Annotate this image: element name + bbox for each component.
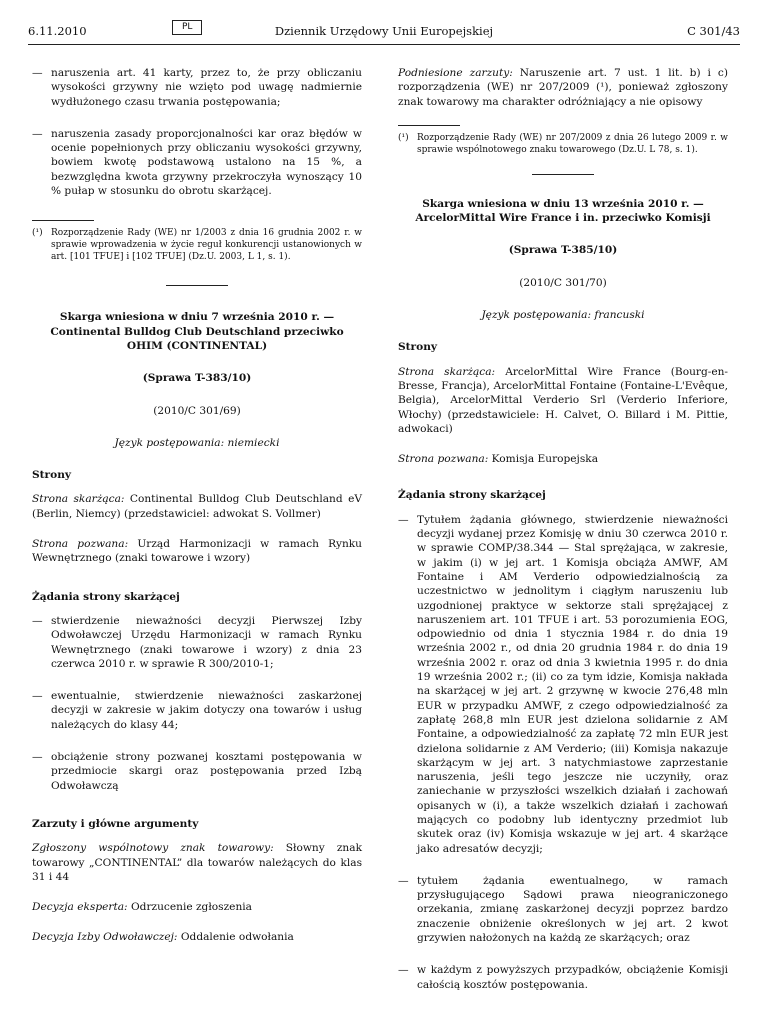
case-reference: (2010/C 301/69) — [153, 404, 241, 417]
case-number: (Sprawa T-385/10) — [508, 244, 618, 257]
claim-item: — obciążenie strony pozwanej kosztami postępowania w przedmiocie skargi oraz postępowania przed Izbą Odwoławczą — [32, 750, 362, 793]
pleas-raised — [398, 66, 728, 109]
case-headline: Skarga wniesiona w dniu 7 września 2010 r. — Continental Bulldog Club Deutschland przeciwko OHIM (CONTINENTAL) — [50, 311, 344, 352]
claim-item: — w każdym z powyższych przypadków, obciążenie Komisji całością kosztów postępowania. — [398, 963, 728, 992]
section-heading-claims: Żądania strony skarżącej — [398, 489, 546, 502]
footnote — [398, 132, 728, 156]
examiner-decision — [32, 900, 362, 914]
list-item: — naruszenia zasady proporcjonalności kar oraz błędów w ocenie popełnionych przy obliczaniu wysokości grzywny, bowiem kwotę podstawową ustalono na 15 %, a bezwzględna kwota grzywny przekroczyła wynoszący 10 % pułap w stosunku do obrotu skarżącej. — [32, 127, 362, 198]
applicant — [32, 492, 362, 521]
claim-item: — tytułem żądania ewentualnego, w ramach przysługującego Sądowi prawa nieograniczonego orzekania, zmianę zaskarżonej decyzji poprzez bardzo znaczenie obniżenie określonych w jej art. 2 kwot grzywien nałożonych na każdą ze skarżących; oraz — [398, 874, 728, 945]
applicant-text: ArcelorMittal Wire France (Bourg-en-Bresse, Francja), ArcelorMittal Fontaine (Fontaine-L'Evêque, Belgia), ArcelorMittal Verderio Srl (Verderio Inferiore, Włochy) (przedstawiciele: H. Calvet, O. Billard i M. Pittie, adwokaci) — [398, 365, 728, 435]
trade-mark-text: Słowny znak towarowy „CONTINENTAL” dla towarów należących do klas 31 i 44 — [32, 842, 362, 883]
board-decision-text: Oddalenie odwołania — [177, 931, 294, 944]
examiner-decision-text: Odrzucenie zgłoszenia — [127, 901, 252, 914]
page-header — [28, 18, 740, 44]
header-rule — [28, 44, 740, 45]
footnote — [32, 227, 362, 263]
claim-item: — ewentualnie, stwierdzenie nieważności zaskarżonej decyzji w zakresie w jakim dotyczy ona towarów i usług należących do klasy 44; — [32, 689, 362, 732]
footnote-rule — [32, 220, 94, 221]
page-number: C 301/43 — [687, 24, 740, 38]
claim-item: — Tytułem żądania głównego, stwierdzenie nieważności decyzji wydanej przez Komisję w dniu 30 czerwca 2010 r. w sprawie COMP/38.344 — Stal sprężająca, w zakresie, w jakim (i) w jej art. 1 Komisja obciąża AMWF, AM Fontaine i AM Verderio odpowiedzialnością za uczestnictwo w jednolitym i ciągłym naruszeniu lub uzgodnionej praktyce w sektorze stali sprężającej z naruszeniem art. 101 TFUE i art. 53 porozumienia EOG, odpowiednio od dnia 1 stycznia 1984 r. do dnia 19 września 2002 r., od dnia 20 grudnia 1984 r. do dnia 19 września 2002 r. oraz od dnia 3 kwietnia 1995 r. do dnia 19 września 2002 r.; (ii) co za tym idzie, Komisja nakłada na skarżącej w jej art. 2 grzywnę w kwocie 276,48 mln EUR w przypadku AMWF, z czego odpowiedzialność za zapłatę 268,8 mln EUR jest dzielona solidarnie z AM Fontaine, a odpowiedzialność za zapłatę 72 mln EUR jest dzielona solidarnie z AM Verderio; (iii) Komisja nakazuje skarżącym w jej art. 3 natychmiastowe zaprzestanie naruszenia, jeśli tego jeszcze nie uczyniły, oraz zaniechanie w przyszłości wszelkich działań i zachowań opisanych w (i), a także wszelkich działań i zachowań mających co podobny lub identyczny przedmiot lub skutek oraz (iv) Komisja wskazuje w jej art. 4 skarżące jako adresatów decyzji; — [398, 513, 728, 856]
language-badge: PL — [172, 20, 202, 35]
defendant-text: Urząd Harmonizacji w ramach Rynku Wewnętrznego (znaki towarowe i wzory) — [32, 538, 363, 565]
section-heading-claims: Żądania strony skarżącej — [32, 590, 180, 603]
defendant-text: Komisja Europejska — [488, 453, 599, 466]
section-separator — [532, 174, 594, 175]
section-heading-parties: Strony — [32, 469, 72, 482]
footnote-mark: (¹) — [32, 228, 43, 239]
claim-item: — stwierdzenie nieważności decyzji Pierwszej Izby Odwoławczej Urzędu Harmonizacji w ramach Rynku Wewnętrznego (znaki towarowe i wzory) z dnia 23 czerwca 2010 r. w sprawie R 300/2010-1; — [32, 614, 362, 671]
case-headline: Skarga wniesiona w dniu 13 września 2010 r. — ArcelorMittal Wire France i in. przeciwko Komisji — [415, 197, 711, 225]
section-separator — [166, 285, 228, 286]
board-decision — [32, 930, 362, 944]
footnote-text: Rozporządzenie Rady (WE) nr 1/2003 z dnia 16 grudnia 2002 r. w sprawie wprowadzenia w życie reguł konkurencji ustanowionych w art. [101 TFUE] i [102 TFUE] (Dz.U. 2003, L 1, s. 1). — [51, 228, 362, 263]
case-reference: (2010/C 301/70) — [519, 276, 607, 289]
section-heading-parties: Strony — [398, 341, 438, 354]
procedure-language: Język postępowania: francuski — [481, 309, 645, 322]
examiner-decision-label: Decyzja eksperta: — [32, 901, 128, 914]
trade-mark-label: Zgłoszony wspólnotowy znak towarowy: — [32, 842, 274, 855]
header-date: 6.11.2010 — [28, 24, 87, 38]
footnote-text: Rozporządzenie Rady (WE) nr 207/2009 z dnia 26 lutego 2009 r. w sprawie wspólnotowego znaku towarowego (Dz.U. L 78, s. 1). — [417, 132, 728, 155]
pleas-raised-label: Podniesione zarzuty: — [398, 67, 513, 79]
defendant — [32, 537, 362, 566]
applicant-label: Strona skarżąca: — [32, 493, 125, 506]
applicant — [398, 365, 728, 436]
journal-title: Dziennik Urzędowy Unii Europejskiej — [274, 24, 494, 38]
defendant-label: Strona pozwana: — [32, 538, 129, 551]
pleas-raised-text: Naruszenie art. 7 ust. 1 lit. b) i c) rozporządzenia (WE) nr 207/2009 (¹), ponieważ zgłoszony znak towarowy ma charakter odróżniający a nie opisowy — [398, 67, 728, 108]
board-decision-label: Decyzja Izby Odwoławczej: — [32, 931, 178, 944]
right-column — [398, 66, 728, 1010]
procedure-language: Język postępowania: niemiecki — [114, 436, 280, 449]
section-heading-pleas: Zarzuty i główne argumenty — [32, 817, 199, 830]
footnote-mark: (¹) — [398, 132, 409, 143]
applicant-label: Strona skarżąca: — [398, 365, 496, 378]
trade-mark-applied — [32, 841, 362, 884]
list-item: — naruszenia art. 41 karty, przez to, że przy obliczaniu wysokości grzywny nie wzięto pod uwagę nadmiernie wydłużonego czasu trwania postępowania; — [32, 66, 362, 109]
case-number: (Sprawa T-383/10) — [142, 372, 252, 385]
defendant — [398, 452, 728, 466]
applicant-text: Continental Bulldog Club Deutschland eV (Berlin, Niemcy) (przedstawiciel: adwokat S. Vollmer) — [32, 493, 362, 520]
defendant-label: Strona pozwana: — [398, 453, 489, 466]
footnote-rule — [398, 125, 460, 126]
left-column — [32, 66, 362, 961]
